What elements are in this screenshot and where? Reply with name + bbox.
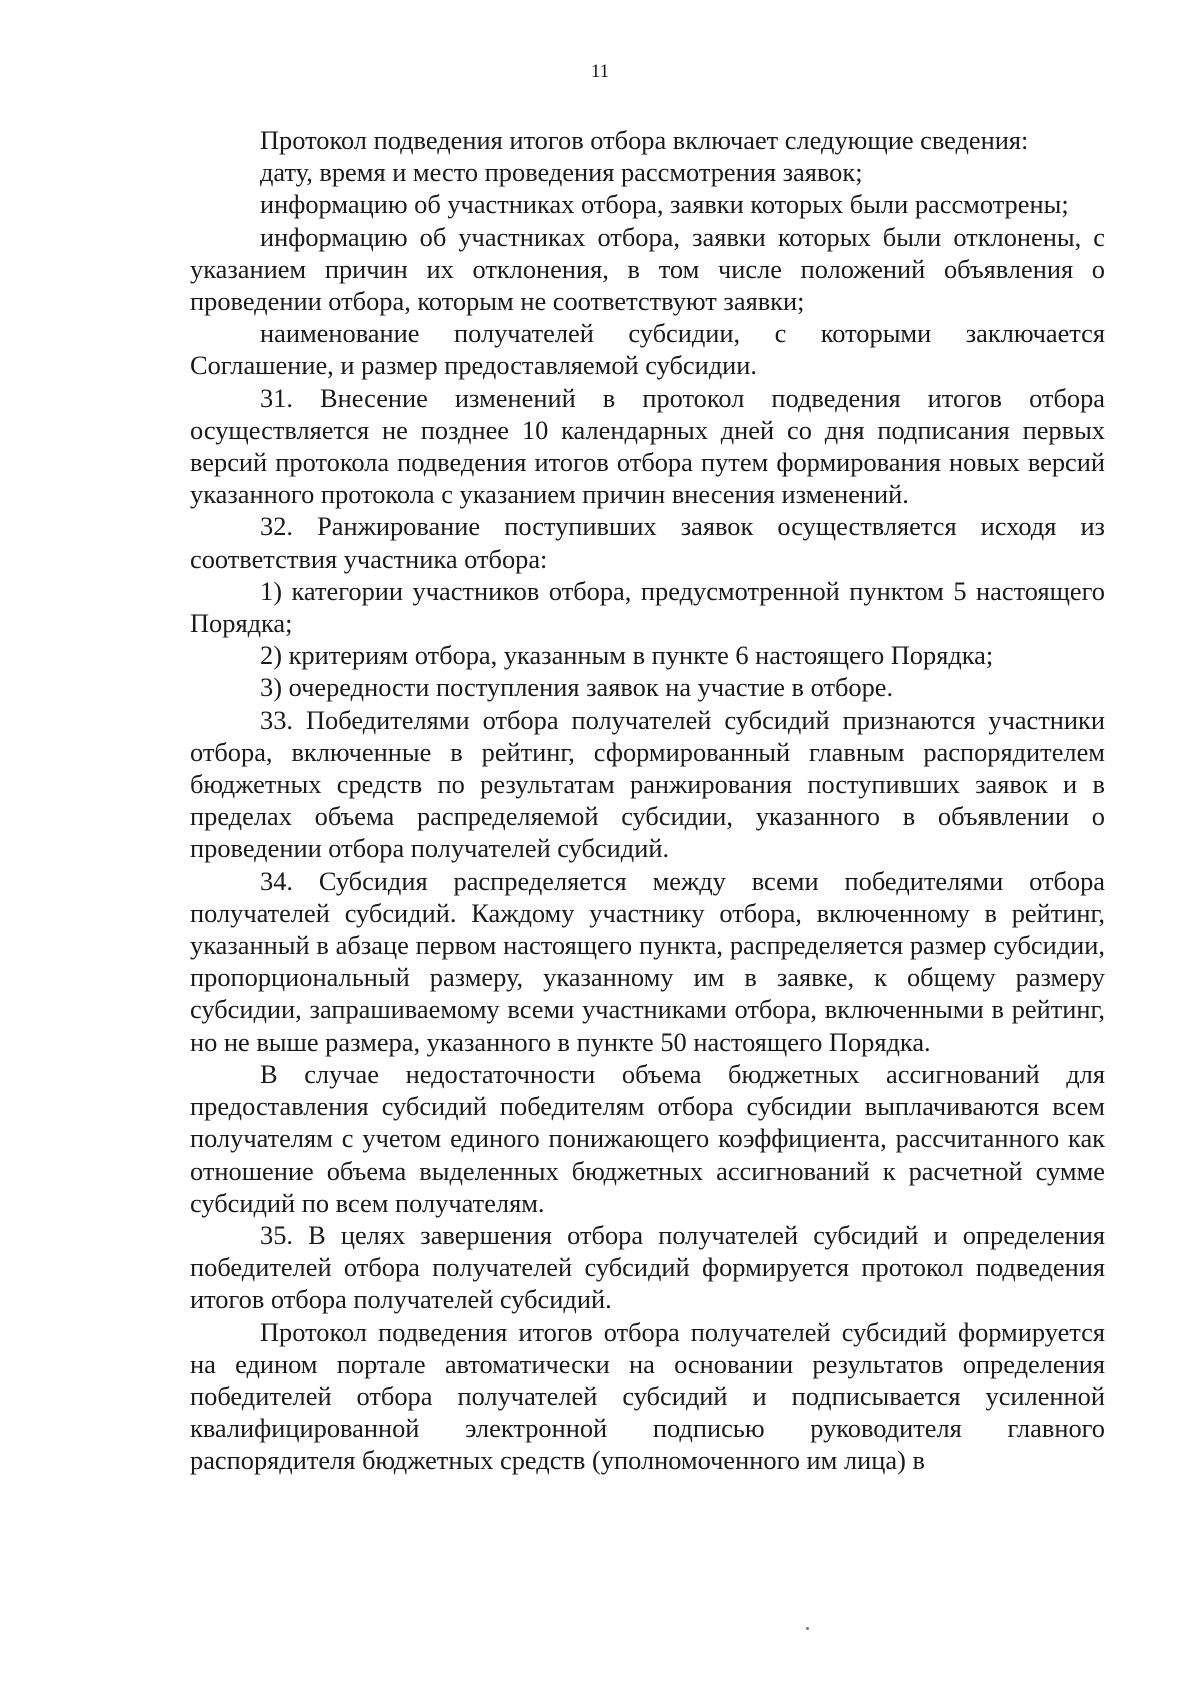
paragraph: дату, время и место проведения рассмотрения заявок; [260, 157, 863, 188]
document-body [190, 124, 1105, 1477]
paragraph: 33. Победителями отбора получателей субсидий признаются участники отбора, включенные в рейтинг, сформированный главным распорядителем бюджетных средств по результатам ранжирования поступивших заявок и в пределах объема распределяемой субсидии, указанного в объявлении о проведении отбора получателей субсидий. [190, 704, 1105, 864]
paragraph: 35. В целях завершения отбора получателей субсидий и определения победителей отбора получателей субсидий формируется протокол подведения итогов отбора получателей субсидий. [190, 1219, 1105, 1315]
paragraph: 34. Субсидия распределяется между всеми победителями отбора получателей субсидий. Каждому участнику отбора, включенному в рейтинг, указанный в абзаце первом настоящего пункта, распределяется размер субсидии, пропорциональный размеру, указанному им в заявке, к общему размеру субсидии, запрашиваемому всеми участниками отбора, включенными в рейтинг, но не выше размера, указанного в пункте 50 настоящего Порядка. [190, 865, 1105, 1057]
paragraph: 3) очередности поступления заявок на участие в отборе. [260, 672, 894, 703]
paragraph: информацию об участниках отбора, заявки которых были рассмотрены; [260, 189, 1069, 220]
paragraph: Протокол подведения итогов отбора включает следующие сведения: [260, 125, 1029, 155]
paragraph: 32. Ранжирование поступивших заявок осуществляется исходя из соответствия участника отбора: [190, 511, 1105, 574]
paragraph: Протокол подведения итогов отбора получателей субсидий формируется на едином портале автоматически на основании результатов определения победителей отбора получателей субсидий и подписывается усиленной квалифицированной электронной подписью руководителя главного распорядителя бюджетных средств (уполномоченного им лица) в [190, 1316, 1105, 1476]
page-number: 11 [590, 61, 610, 82]
paragraph: 2) критериям отбора, указанным в пункте 6 настоящего Порядка; [260, 640, 994, 671]
paragraph: информацию об участниках отбора, заявки которых были отклонены, с указанием причин их отклонения, в том числе положений объявления о проведении отбора, которым не соответствуют заявки; [190, 221, 1105, 317]
paragraph: 1) категории участников отбора, предусмотренной пунктом 5 настоящего Порядка; [190, 575, 1105, 639]
paragraph: наименование получателей субсидии, с которыми заключается Соглашение, и размер предоставляемой субсидии. [190, 318, 1105, 381]
scan-artifact [806, 1627, 809, 1630]
paragraph: В случае недостаточности объема бюджетных ассигнований для предоставления субсидий победителям отбора субсидии выплачиваются всем получателям с учетом единого понижающего коэффициента, рассчитанного как отношение объема выделенных бюджетных ассигнований к расчетной сумме субсидий по всем получателям. [190, 1058, 1105, 1218]
paragraph: 31. Внесение изменений в протокол подведения итогов отбора осуществляется не позднее 10 календарных дней со дня подписания первых версий протокола подведения итогов отбора путем формирования новых версий указанного протокола с указанием причин внесения изменений. [190, 382, 1105, 510]
